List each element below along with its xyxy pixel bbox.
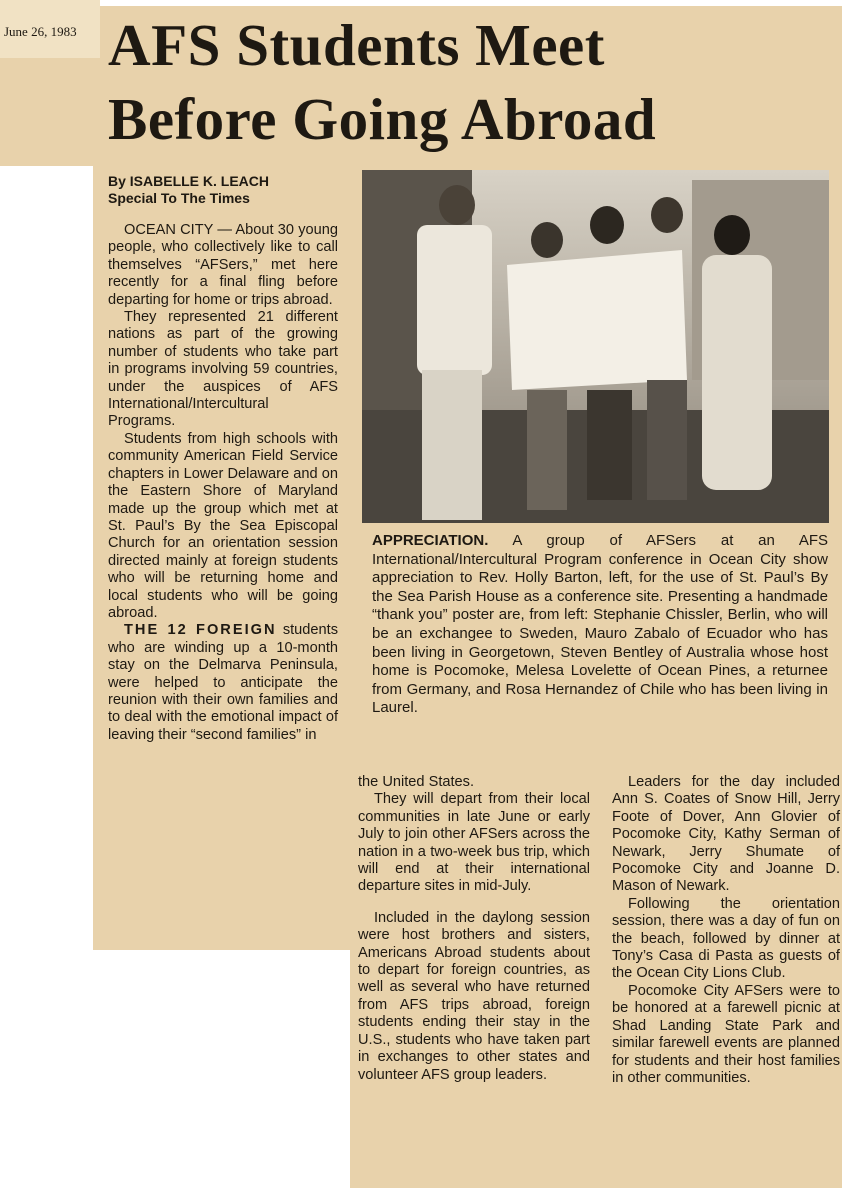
article-column-2	[358, 774, 590, 1084]
paragraph: Pocomoke City AFSers were to be honored at a farewell picnic at Shad Landing State Park and similar farewell events are planned for students and their host families in other communities.	[612, 982, 840, 1086]
article-column-3	[612, 774, 840, 1087]
byline-author: By ISABELLE K. LEACH	[108, 173, 270, 189]
paragraph: OCEAN CITY — About 30 young people, who collectively like to call themselves “AFSers,” met here recently for a final fling before departing for home or trips abroad.	[108, 222, 338, 308]
publication-date: June 26, 1983	[4, 24, 77, 39]
paragraph: the United States.	[358, 774, 475, 790]
paragraph: Leaders for the day included Ann S. Coates of Snow Hill, Jerry Foote of Dover, Ann Glovier of Pocomoke City, Kathy Serman of Newark, Jerry Shumate of Pocomoke City and Joanne D. Mason of Newark.	[612, 774, 840, 895]
paragraph: They will depart from their local communities in late June or early July to join other AFSers across the nation in a two-week bus trip, which will end at their international departure sites in mid-July.	[358, 791, 590, 895]
paragraph: Included in the daylong session were host brothers and sisters, Americans Abroad students about to depart for foreign countries, as well as several who have returned from AFS trips abroad, foreign students ending their stay in the U.S., students who have taken part in exchanges to other states and volunteer AFS group leaders.	[358, 909, 590, 1083]
paragraph-text: students who are winding up a 10-month stay on the Delmarva Peninsula, were helped to anticipate the reunion with their own families and to deal with the emotional impact of leaving their “second families” in	[108, 622, 338, 743]
caption-tag: APPRECIATION.	[372, 532, 489, 549]
article-photo	[362, 170, 829, 523]
section-lead-caps: THE 12 FOREIGN	[124, 622, 277, 639]
headline-line-2: Before Going Abroad	[108, 86, 657, 152]
headline-line-1: AFS Students Meet	[108, 12, 605, 78]
paragraph: Students from high schools with community American Field Service chapters in Lower Delaware and on the Eastern Shore of Maryland made up the group which met at St. Paul’s By the Sea Episcopal Church for an orientation session directed mainly at foreign students who will be returning home and local students who will be going abroad.	[108, 430, 338, 621]
caption-text: A group of AFSers at an AFS International/Intercultural Program conference in Ocean City show appreciation to Rev. Holly Barton, left, for the use of St. Paul’s By the Sea Parish House as a conference site. Presenting a handmade “thank you” poster are, from left: Stephanie Chissler, Berlin, who will be an exchangee to Sweden, Mauro Zabalo of Ecuador who has been living in Georgetown, Steven Bentley of Australia whose host home is Pocomoke, Melesa Lovelette of Ocean Pines, a returnee from Germany, and Rosa Hernandez of Chile who has been living in Laurel.	[372, 532, 828, 717]
paragraph: Following the orientation session, there was a day of fun on the beach, followed by dinner at Tony’s Casa di Pasta as guests of the Ocean City Lions Club.	[612, 895, 840, 982]
article-column-1	[108, 222, 338, 744]
paragraph: They represented 21 different nations as part of the growing number of students who take part in programs involving 59 countries, under the auspices of AFS International/Intercultural Programs.	[108, 309, 338, 430]
byline	[108, 173, 269, 207]
byline-affiliation: Special To The Times	[108, 190, 250, 206]
photo-caption	[372, 532, 828, 718]
paragraph	[108, 622, 338, 744]
